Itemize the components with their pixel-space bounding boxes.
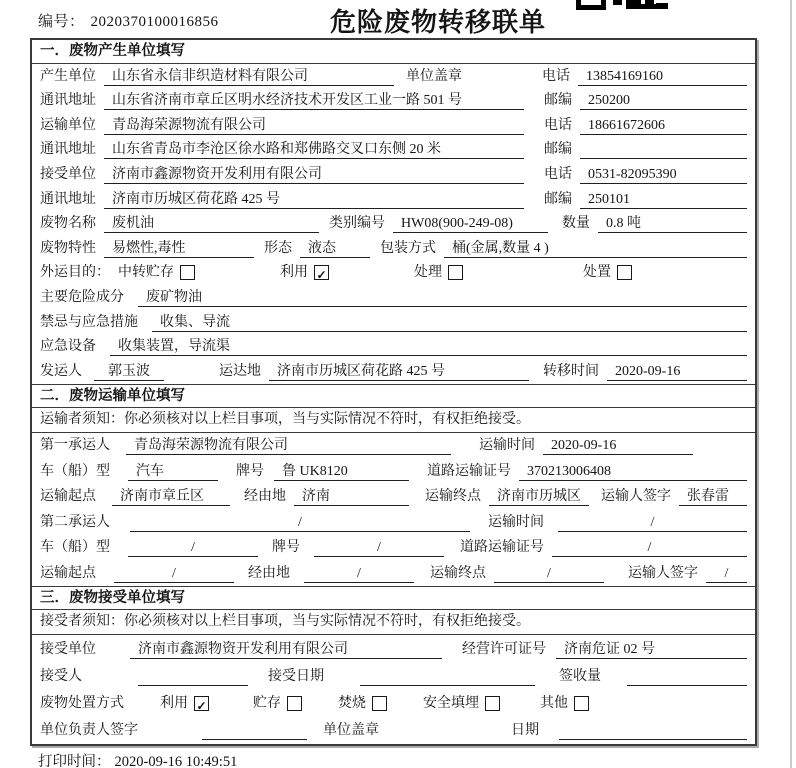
accepting-unit-label: 接受单位	[40, 641, 96, 657]
disposal-option-other-label: 其他	[540, 695, 568, 711]
transfer-purpose-label: 外运目的：	[40, 265, 110, 281]
waste-characteristics-label: 废物特性	[40, 240, 96, 256]
producer-unit-value: 山东省永信非织造材料有限公司	[104, 67, 394, 86]
accept-date-label: 接受日期	[268, 668, 324, 684]
receiver-notice-row	[32, 610, 755, 635]
form-value: 液态	[300, 239, 370, 258]
emergency-measures-row	[32, 310, 755, 335]
transport-route-row-2	[32, 560, 755, 586]
purpose-dispose-checkbox	[617, 265, 632, 280]
producer-address-row	[32, 89, 755, 114]
phone-label: 电话	[544, 166, 572, 182]
disposal-incinerate-checkbox	[372, 696, 387, 711]
qr-block	[576, 0, 606, 10]
responsible-signature-row	[32, 716, 755, 743]
receiver-unit-label: 接受单位	[40, 166, 96, 182]
receiver-unit-row	[32, 162, 755, 187]
transfer-purpose-row	[32, 261, 755, 286]
vehicle-type-value-2: /	[128, 538, 258, 557]
transport-time-value-2: /	[558, 513, 747, 532]
purpose-utilize-checkbox: ✓	[314, 265, 329, 280]
packaging-value: 桶(金属,数量 4 )	[444, 239, 747, 258]
acceptor-row	[32, 662, 755, 689]
via-label: 经由地	[244, 489, 286, 505]
waste-characteristics-row	[32, 236, 755, 261]
transfer-time-label: 转移时间	[543, 363, 599, 379]
first-carrier-value: 青岛海荣源物流有限公司	[126, 436, 451, 455]
receiver-address-row	[32, 187, 755, 212]
address-label: 通讯地址	[40, 93, 96, 109]
section1-header: 一．废物产生单位填写	[32, 40, 755, 64]
unit-seal-label: 单位盖章	[323, 722, 379, 738]
waste-name-value: 废机油	[104, 214, 319, 233]
hazard-components-value: 废矿物油	[138, 288, 747, 307]
receiver-notice-text: 接受者须知：你必须核对以上栏目事项，当与实际情况不符时，有权拒绝接受。	[40, 613, 530, 629]
quantity-value: 0.8 吨	[598, 214, 747, 233]
unit-seal-label: 单位盖章	[406, 68, 462, 84]
shipper-row	[32, 359, 755, 384]
responsible-signature-label: 单位负责人签字	[40, 722, 138, 738]
purpose-option-dispose-label: 处置	[583, 265, 611, 281]
producer-zip-value: 250200	[580, 91, 747, 110]
transporter-unit-row	[32, 113, 755, 138]
transporter-signature-label: 运输人签字	[601, 489, 671, 505]
address-label: 通讯地址	[40, 142, 96, 158]
qr-block	[636, 4, 660, 9]
purpose-storage-checkbox	[180, 265, 195, 280]
transporter-signature-value: 张春雷	[679, 487, 747, 506]
disposal-method-row	[32, 689, 755, 716]
accept-date-value	[360, 667, 535, 686]
plate-number-label: 牌号	[272, 540, 300, 556]
emergency-equipment-value: 收集装置，导流渠	[110, 337, 747, 356]
category-code-label: 类别编号	[329, 216, 385, 232]
disposal-option-landfill-label: 安全填埋	[423, 695, 479, 711]
receiver-zip-value: 250101	[580, 190, 747, 209]
emergency-equipment-label: 应急设备	[40, 339, 96, 355]
date-value	[559, 721, 747, 740]
transport-time-label: 运输时间	[488, 514, 544, 530]
section2-header: 二．废物运输单位填写	[32, 384, 755, 408]
manifest-table	[30, 38, 757, 746]
disposal-option-incinerate-label: 焚烧	[338, 695, 366, 711]
disposal-landfill-checkbox	[485, 696, 500, 711]
accepting-unit-row	[32, 635, 755, 662]
purpose-option-utilize-label: 利用	[280, 265, 308, 281]
receiver-unit-value: 济南市鑫源物资开发利用有限公司	[104, 165, 524, 184]
first-carrier-row	[32, 433, 755, 459]
phone-label: 电话	[542, 68, 570, 84]
shipper-label: 发运人	[40, 363, 82, 379]
acceptor-label: 接受人	[40, 668, 82, 684]
shipper-value: 郭玉波	[94, 362, 164, 381]
plate-number-value: 鲁 UK8120	[274, 462, 409, 481]
section3-header: 三．废物接受单位填写	[32, 586, 755, 610]
purpose-option-treat-label: 处理	[414, 265, 442, 281]
operating-permit-value: 济南危证 02 号	[556, 640, 747, 659]
emergency-measures-label: 禁忌与应急措施	[40, 314, 138, 330]
window-edge	[790, 0, 792, 768]
purpose-treat-checkbox	[448, 265, 463, 280]
transport-time-label: 运输时间	[479, 438, 535, 454]
transporter-notice-text: 运输者须知：你必须核对以上栏目事项，当与实际情况不符时，有权拒绝接受。	[40, 411, 530, 427]
road-license-value-2: /	[552, 538, 747, 557]
transfer-time-value: 2020-09-16	[607, 362, 747, 381]
transporter-signature-value-2: /	[706, 564, 747, 583]
transporter-unit-label: 运输单位	[40, 117, 96, 133]
second-carrier-row	[32, 509, 755, 535]
category-code-value: HW08(900-249-08)	[393, 214, 548, 233]
print-time	[38, 750, 237, 768]
accepting-unit-value: 济南市鑫源物资开发利用有限公司	[130, 640, 442, 659]
terminus-value: 济南市历城区	[489, 487, 589, 506]
destination-label: 运达地	[219, 363, 261, 379]
second-carrier-value: /	[130, 513, 470, 532]
phone-label: 电话	[544, 117, 572, 133]
vehicle-type-label: 车（船）型	[40, 463, 110, 479]
vehicle-type-row-1	[32, 458, 755, 484]
producer-phone-value: 13854169160	[578, 67, 747, 86]
via-label: 经由地	[248, 565, 290, 581]
emergency-measures-value: 收集、导流	[152, 313, 747, 332]
producer-unit-row	[32, 64, 755, 89]
producer-address-value: 山东省济南市章丘区明水经济技术开发区工业一路 501 号	[104, 91, 524, 110]
zip-label: 邮编	[544, 191, 572, 207]
acceptor-value	[138, 667, 248, 686]
disposal-method-label: 废物处置方式	[40, 695, 124, 711]
via-value-2: /	[304, 564, 414, 583]
producer-unit-label: 产生单位	[40, 68, 96, 84]
receiver-phone-value: 0531-82095390	[580, 165, 747, 184]
transporter-address-value: 山东省青岛市李沧区徐水路和郑佛路交叉口东侧 20 米	[104, 140, 524, 159]
terminus-label: 运输终点	[430, 565, 486, 581]
responsible-signature-value	[202, 721, 307, 740]
road-license-label: 道路运输证号	[427, 463, 511, 479]
waste-name-row	[32, 212, 755, 237]
plate-number-value-2: /	[314, 538, 444, 557]
print-time-value: 2020-09-16 10:49:51	[114, 754, 238, 768]
vehicle-type-row-2	[32, 535, 755, 561]
transporter-phone-value: 18661672606	[580, 116, 747, 135]
transporter-notice-row	[32, 408, 755, 433]
zip-label: 邮编	[544, 142, 572, 158]
transporter-zip-value	[580, 140, 747, 159]
received-quantity-value	[627, 667, 747, 686]
transport-time-value: 2020-09-16	[543, 436, 693, 455]
hazard-components-label: 主要危险成分	[40, 289, 124, 305]
first-carrier-label: 第一承运人	[40, 438, 110, 454]
qr-code-fragment	[576, 0, 668, 10]
page-title: 危险废物转移联单	[330, 8, 547, 37]
vehicle-type-label: 车（船）型	[40, 540, 110, 556]
via-value: 济南	[294, 487, 409, 506]
form-label: 形态	[264, 240, 292, 256]
emergency-equipment-row	[32, 335, 755, 360]
road-license-value: 370213006408	[519, 462, 747, 481]
operating-permit-label: 经营许可证号	[462, 641, 546, 657]
transporter-unit-value: 青岛海荣源物流有限公司	[104, 116, 524, 135]
date-label: 日期	[511, 722, 539, 738]
zip-label: 邮编	[544, 93, 572, 109]
document-number-value: 2020370100016856	[90, 14, 219, 30]
receiver-address-value: 济南市历城区荷花路 425 号	[104, 190, 524, 209]
document-number-label: 编号：	[38, 14, 85, 30]
document-number	[38, 10, 219, 31]
road-license-label: 道路运输证号	[460, 540, 544, 556]
transporter-address-row	[32, 138, 755, 163]
packaging-label: 包装方式	[380, 240, 436, 256]
disposal-utilize-checkbox: ✓	[194, 696, 209, 711]
origin-label: 运输起点	[40, 565, 96, 581]
origin-label: 运输起点	[40, 489, 96, 505]
terminus-label: 运输终点	[425, 489, 481, 505]
origin-value-2: /	[114, 564, 234, 583]
transport-route-row-1	[32, 484, 755, 510]
plate-number-label: 牌号	[236, 463, 264, 479]
waste-name-label: 废物名称	[40, 216, 96, 232]
print-time-label: 打印时间：	[38, 754, 111, 768]
disposal-storage-checkbox	[287, 696, 302, 711]
origin-value: 济南市章丘区	[112, 487, 230, 506]
disposal-option-storage-label: 贮存	[253, 695, 281, 711]
received-quantity-label: 签收量	[559, 668, 601, 684]
waste-characteristics-value: 易燃性,毒性	[104, 239, 254, 258]
address-label: 通讯地址	[40, 191, 96, 207]
qr-block	[613, 0, 622, 5]
hazard-components-row	[32, 285, 755, 310]
second-carrier-label: 第二承运人	[40, 514, 110, 530]
destination-value: 济南市历城区荷花路 425 号	[269, 362, 529, 381]
disposal-option-utilize-label: 利用	[160, 695, 188, 711]
transporter-signature-label: 运输人签字	[628, 565, 698, 581]
vehicle-type-value: 汽车	[128, 462, 218, 481]
disposal-other-checkbox	[574, 696, 589, 711]
terminus-value-2: /	[494, 564, 604, 583]
purpose-option-storage-label: 中转贮存	[118, 265, 174, 281]
quantity-label: 数量	[562, 216, 590, 232]
